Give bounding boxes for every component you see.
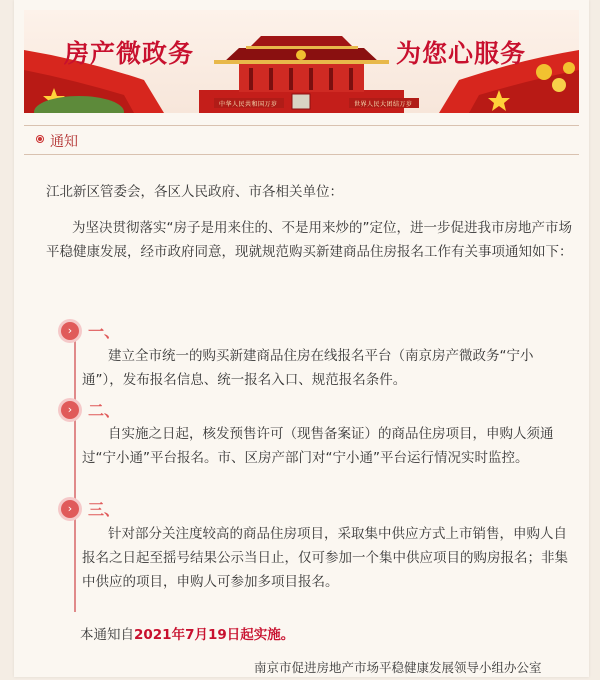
item-3-number: 三、 [88,500,121,519]
document-frame [14,0,589,677]
notice-header [24,125,579,155]
closing-prefix: 本通知自 [80,627,134,643]
addressee: 江北新区管委会，各区人民政府、市各相关单位： [46,184,343,200]
intro-paragraph: 为坚决贯彻落实“房子是用来住的、不是用来炒的”定位，进一步促进我市房地产市场平稳健康发展，经市政府同意，现就规范购买新建商品住房报名工作有关事项通知如下： [46,220,573,260]
item-3-text: 针对部分关注度较高的商品住房项目，采取集中供应方式上市销售，申购人自报名之日起至摇号结果公示当日止，仅可参加一个集中供应项目的购房报名；非集中供应的项目，申购人可参加多项目报名。 [82,526,568,590]
item-1-number: 一、 [88,322,121,341]
notice-title: 通知 [50,134,78,150]
item-2-text: 自实施之日起，核发预售许可（现售备案证）的商品住房项目，申购人须通过“宁小通”平台报名。市、区房产部门对“宁小通”平台运行情况实时监控。 [82,426,554,466]
effective-date: 2021年7月19日起实施。 [134,627,295,643]
banner-slogan-left: 中华人民共和国万岁 [219,101,278,108]
banner-title-left: 房产微政务 [64,39,195,68]
banner-title-right: 为您心服务 [396,39,527,68]
notice-bullet-icon [36,135,44,143]
closing-line [80,623,294,647]
header-banner [24,10,579,113]
item-2-number: 二、 [88,401,121,420]
items-timeline-line [74,330,76,612]
item-1-text: 建立全市统一的购买新建商品住房在线报名平台（南京房产微政务“宁小通”），发布报名信息、统一报名入口、规范报名条件。 [82,348,534,388]
item-2-chevron-icon: › [61,401,79,419]
signature: 南京市促进房地产市场平稳健康发展领导小组办公室 [254,660,542,675]
item-1-chevron-icon: › [61,322,79,340]
banner-slogan-right: 世界人民大团结万岁 [354,101,413,108]
item-3-chevron-icon: › [61,500,79,518]
